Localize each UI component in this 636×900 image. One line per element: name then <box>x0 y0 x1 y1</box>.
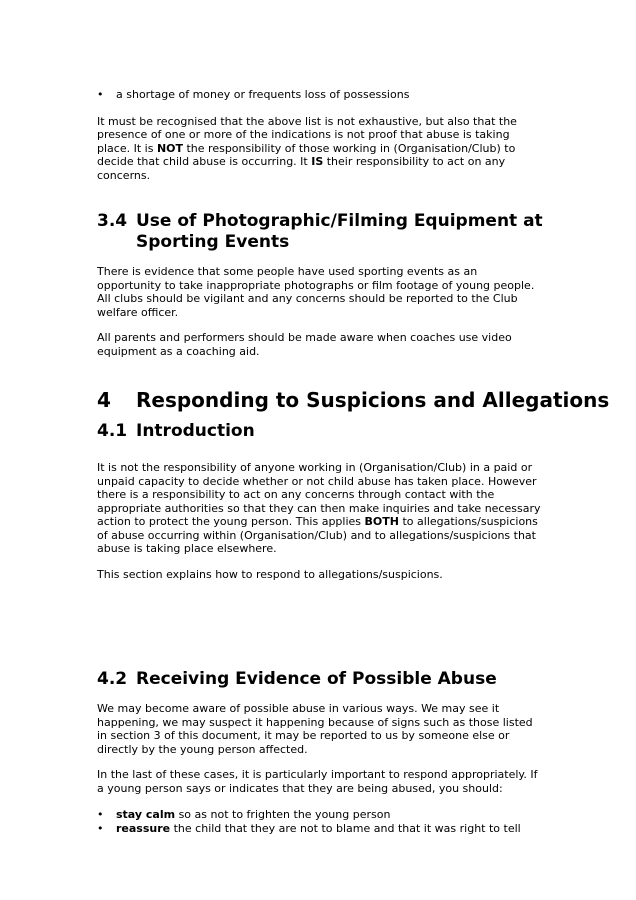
paragraph-4-1-responsibility <box>97 461 543 556</box>
section-number: 4.1 <box>97 421 128 441</box>
paragraph-4-1-explains: This section explains how to respond to allegations/suspicions. <box>97 567 443 581</box>
bullet-symbol: • <box>97 808 104 821</box>
section-title: Use of Photographic/Filming Equipment at Sporting Events <box>136 211 543 252</box>
section-3-4-heading <box>97 211 543 253</box>
bullet-text: a shortage of money or frequents loss of possessions <box>116 88 410 101</box>
text-run: It must be recognised that the above list is not exhaustive, but also that the presence of one or more of the indications is not proof that abuse is taking place. It is <box>97 114 517 155</box>
section-title: Receiving Evidence of Possible Abuse <box>136 669 497 689</box>
bullet-text: so as not to frighten the young person <box>175 808 391 821</box>
paragraph-3-4-evidence: There is evidence that some people have used sporting events as an opportunity to take inappropriate photographs or film footage of young people. All clubs should be vigilant and any concerns should be reported to the Club welfare officer. <box>97 265 535 319</box>
section-number: 3.4 <box>97 211 128 231</box>
emphasis-not: NOT <box>156 141 183 155</box>
list-item <box>97 822 543 836</box>
bullet-bold: reassure <box>116 821 171 835</box>
list-item <box>97 88 543 102</box>
paragraph-4-2-aware: We may become aware of possible abuse in various ways. We may see it happening, we may suspect it happening because of signs such as those listed in section 3 of this document, it may be reported to us by someone else or directly by the young person affected. <box>97 702 533 756</box>
section-title: Responding to Suspicions and Allegations <box>136 388 610 412</box>
document-page <box>97 88 610 835</box>
bullet-symbol: • <box>97 88 104 101</box>
paragraph-recognised <box>97 115 543 183</box>
section-number: 4 <box>97 388 111 412</box>
text-run: their responsibility to act on any concerns. <box>97 155 506 182</box>
paragraph-3-4-parents: All parents and performers should be made aware when coaches use video equipment as a coaching aid. <box>97 331 512 358</box>
text-run: the responsibility of those working in (Organisation/Club) to decide that child abuse is occurring. It <box>97 141 516 168</box>
section-4-1-heading <box>97 421 543 442</box>
section-title: Introduction <box>136 421 255 441</box>
text-run: to allegations/suspicions of abuse occurring within (Organisation/Club) and to allegations/suspicions that abuse is taking place elsewhere. <box>97 515 538 555</box>
bullet-symbol: • <box>97 821 104 835</box>
section-number: 4.2 <box>97 669 128 689</box>
bullet-bold: stay calm <box>116 808 176 821</box>
emphasis-both: BOTH <box>364 515 399 528</box>
text-run: It is not the responsibility of anyone working in (Organisation/Club) in a paid or unpaid capacity to decide whether or not child abuse has taken place. However there is a responsibility to act on any concerns through contact with the appropriate authorities so that they can then make inquiries and take necessary action to protect the young person. This applies <box>97 461 541 528</box>
section-4-2-heading <box>97 669 543 690</box>
paragraph-4-2-respond: In the last of these cases, it is particularly important to respond appropriately. If a young person says or indicates that they are being abused, you should: <box>97 768 538 795</box>
list-item <box>97 808 543 822</box>
emphasis-is: IS <box>311 155 324 168</box>
bullet-text: the child that they are not to blame and that it was right to tell <box>170 821 521 835</box>
section-4-heading <box>97 388 610 412</box>
